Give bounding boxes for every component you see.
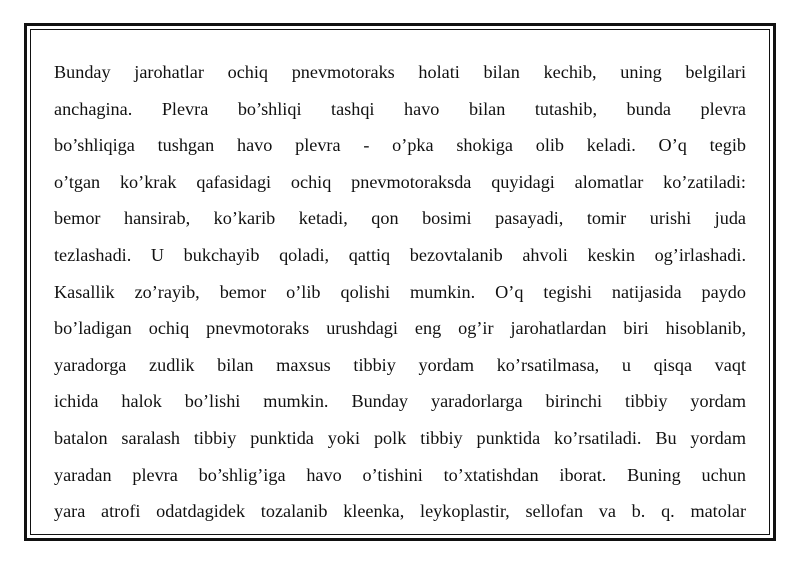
text-line xyxy=(54,310,746,347)
line-text: bo’shliqiga tushgan havo plevra - o’pka shokiga olib keladi. O’q tegib xyxy=(54,135,746,156)
text-line xyxy=(54,493,746,530)
text-line xyxy=(54,457,746,494)
text-line xyxy=(54,237,746,274)
line-text: bemor hansirab, ko’karib ketadi, qon bosimi pasayadi, tomir urishi juda xyxy=(54,208,746,229)
text-line xyxy=(54,420,746,457)
line-text: batalon saralash tibbiy punktida yoki polk tibbiy punktida ko’rsatiladi. Bu yordam xyxy=(54,427,746,448)
text-line xyxy=(54,383,746,420)
line-text: anchagina. Plevra bo’shliqi tashqi havo bilan tutashib, bunda plevra xyxy=(54,98,746,119)
line-text: yaradorga zudlik bilan maxsus tibbiy yordam ko’rsatilmasa, u qisqa vaqt xyxy=(54,354,746,375)
line-text: Bunday jarohatlar ochiq pnevmotoraks holati bilan kechib, uning belgilari xyxy=(54,62,746,82)
text-line xyxy=(54,127,746,164)
line-text: o’tgan ko’krak qafasidagi ochiq pnevmotoraksda quyidagi alomatlar ko’zatiladi: xyxy=(54,171,746,192)
line-text: tezlashadi. U bukchayib qoladi, qattiq bezovtalanib ahvoli keskin og’irlashadi. xyxy=(54,244,746,265)
text-line xyxy=(54,274,746,311)
line-text: ichida halok bo’lishi mumkin. Bunday yaradorlarga birinchi tibbiy yordam xyxy=(54,391,746,412)
text-line xyxy=(54,200,746,237)
line-text: yaradan plevra bo’shlig’iga havo o’tishini to’xtatishdan iborat. Buning uchun xyxy=(54,464,746,485)
line-text: bo’ladigan ochiq pnevmotoraks urushdagi eng og’ir jarohatlardan biri hisoblanib, xyxy=(54,318,746,339)
line-text: yara atrofi odatdagidek tozalanib kleenka, leykoplastir, sellofan va b. q. matolar xyxy=(54,501,746,522)
body-text xyxy=(54,54,746,530)
line-text: Kasallik zo’rayib, bemor o’lib qolishi mumkin. O’q tegishi natijasida paydo xyxy=(54,281,746,302)
text-line xyxy=(54,164,746,201)
text-line xyxy=(54,91,746,128)
text-line xyxy=(54,54,746,91)
text-line xyxy=(54,347,746,384)
